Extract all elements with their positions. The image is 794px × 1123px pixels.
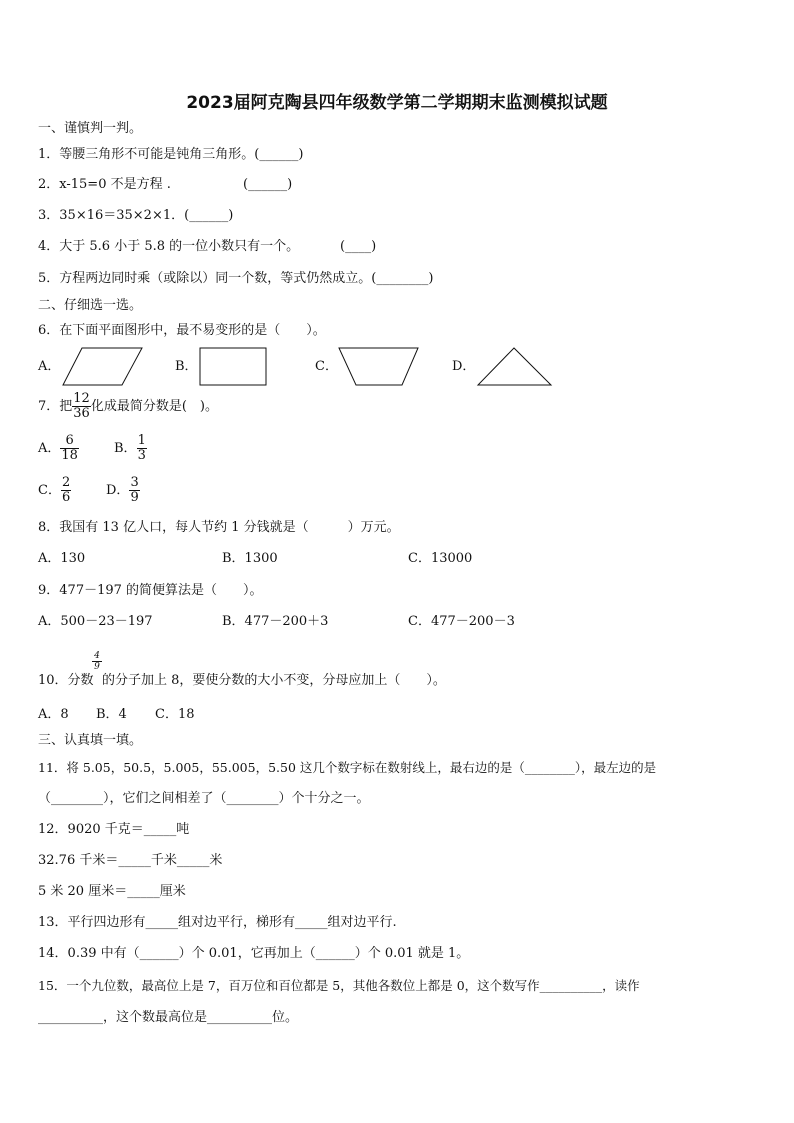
section-2-heading: 二、仔细选一选。 <box>38 298 143 313</box>
q7-prefix: 7．把 <box>38 399 73 414</box>
q6-option-d-label: D． <box>452 359 476 374</box>
question-2-blank: (______) <box>243 177 293 192</box>
q7-option-c-num: 2 <box>61 475 71 490</box>
question-1: 1．等腰三角形不可能是钝角三角形。(______) <box>38 147 304 162</box>
q8-option-b: B．1300 <box>222 551 278 566</box>
parallelogram-figure <box>62 347 144 387</box>
question-12-line-2: 32.76 千米＝_____千米_____米 <box>38 853 223 868</box>
q7-fraction <box>72 392 91 421</box>
question-15-line-2: __________，这个数最高位是__________位。 <box>38 1010 299 1025</box>
q7-option-a-den: 18 <box>61 448 78 463</box>
q6-option-b-label: B． <box>175 359 198 374</box>
q10-fraction <box>92 651 102 672</box>
q10-option-a: A．8 <box>38 707 69 722</box>
question-8: 8．我国有 13 亿人口，每人节约 1 分钱就是（ ）万元。 <box>38 520 400 535</box>
q9-option-c: C．477－200－3 <box>408 614 515 629</box>
q7-option-d-num: 3 <box>130 475 139 490</box>
rectangle-figure <box>199 347 269 387</box>
q7-option-b-den: 3 <box>137 448 146 463</box>
q9-option-b: B．477－200＋3 <box>222 614 329 629</box>
question-4: 4．大于 5.6 小于 5.8 的一位小数只有一个。 <box>38 239 300 254</box>
q7-numerator: 12 <box>73 391 90 406</box>
question-7 <box>38 392 218 422</box>
q9-option-a: A．500－23－197 <box>38 614 153 629</box>
q7-option-b-num: 1 <box>137 433 146 448</box>
q10-option-c: C．18 <box>155 707 195 722</box>
q10-denominator: 9 <box>94 662 100 672</box>
section-3-heading: 三、认真填一填。 <box>38 733 143 748</box>
question-11-line-1: 11．将 5.05，50.5，5.005，55.005，5.50 这几个数字标在数射线上，最右边的是（________），最左边的是 <box>38 760 657 775</box>
section-1-heading: 一、谨慎判一判。 <box>38 121 143 136</box>
question-2: 2．x-15=0 不是方程 . <box>38 177 171 192</box>
q7-option-c-den: 6 <box>61 490 71 505</box>
q7-option-a-num: 6 <box>60 434 79 449</box>
question-10-suffix: 的分子加上 8，要使分数的大小不变，分母应加上（ ）。 <box>102 673 446 688</box>
question-10-prefix: 10．分数 <box>38 673 94 688</box>
q7-option-b-label: B． <box>114 441 137 456</box>
q8-option-a: A．130 <box>38 551 86 566</box>
trapezoid-figure <box>338 347 420 387</box>
question-3: 3．35×16＝35×2×1．(______) <box>38 208 234 223</box>
question-9: 9．477－197 的简便算法是（ ）。 <box>38 583 263 598</box>
q7-option-b <box>114 434 147 464</box>
q10-numerator: 4 <box>92 651 102 662</box>
q8-option-c: C．13000 <box>408 551 473 566</box>
q7-suffix: 化成最简分数是( )。 <box>90 399 218 414</box>
page-title: 2023届阿克陶县四年级数学第二学期期末监测模拟试题 <box>186 93 608 113</box>
q6-option-c-label: C． <box>315 359 338 374</box>
question-15-line-1: 15．一个九位数，最高位上是 7，百万位和百位都是 5，其他各数位上都是 0，这个数写作__________，读作 <box>38 978 640 993</box>
q7-option-c-label: C． <box>38 483 61 498</box>
question-11-line-2: （________），它们之间相差了（________）个十分之一。 <box>38 791 370 806</box>
q7-option-d-label: D． <box>106 483 130 498</box>
question-5: 5．方程两边同时乘（或除以）同一个数，等式仍然成立。(________) <box>38 271 434 286</box>
question-13: 13．平行四边形有_____组对边平行，梯形有_____组对边平行. <box>38 915 397 930</box>
q7-option-c <box>38 476 71 506</box>
q6-option-a-label: A． <box>38 359 61 374</box>
triangle-figure <box>477 347 553 387</box>
question-12-line-3: 5 米 20 厘米＝_____厘米 <box>38 884 186 899</box>
q7-denominator: 36 <box>73 406 90 421</box>
q7-option-d-den: 9 <box>130 490 139 505</box>
q7-option-a <box>38 434 79 464</box>
question-6: 6．在下面平面图形中，最不易变形的是（ ）。 <box>38 323 326 338</box>
q7-option-a-label: A． <box>38 441 61 456</box>
question-12-line-1: 12．9020 千克＝_____吨 <box>38 822 190 837</box>
question-14: 14．0.39 中有（______）个 0.01，它再加上（______）个 0.01 就是 1。 <box>38 946 470 961</box>
q10-option-b: B．4 <box>96 707 127 722</box>
question-4-blank: (____) <box>340 239 377 254</box>
q7-option-d <box>106 476 140 506</box>
